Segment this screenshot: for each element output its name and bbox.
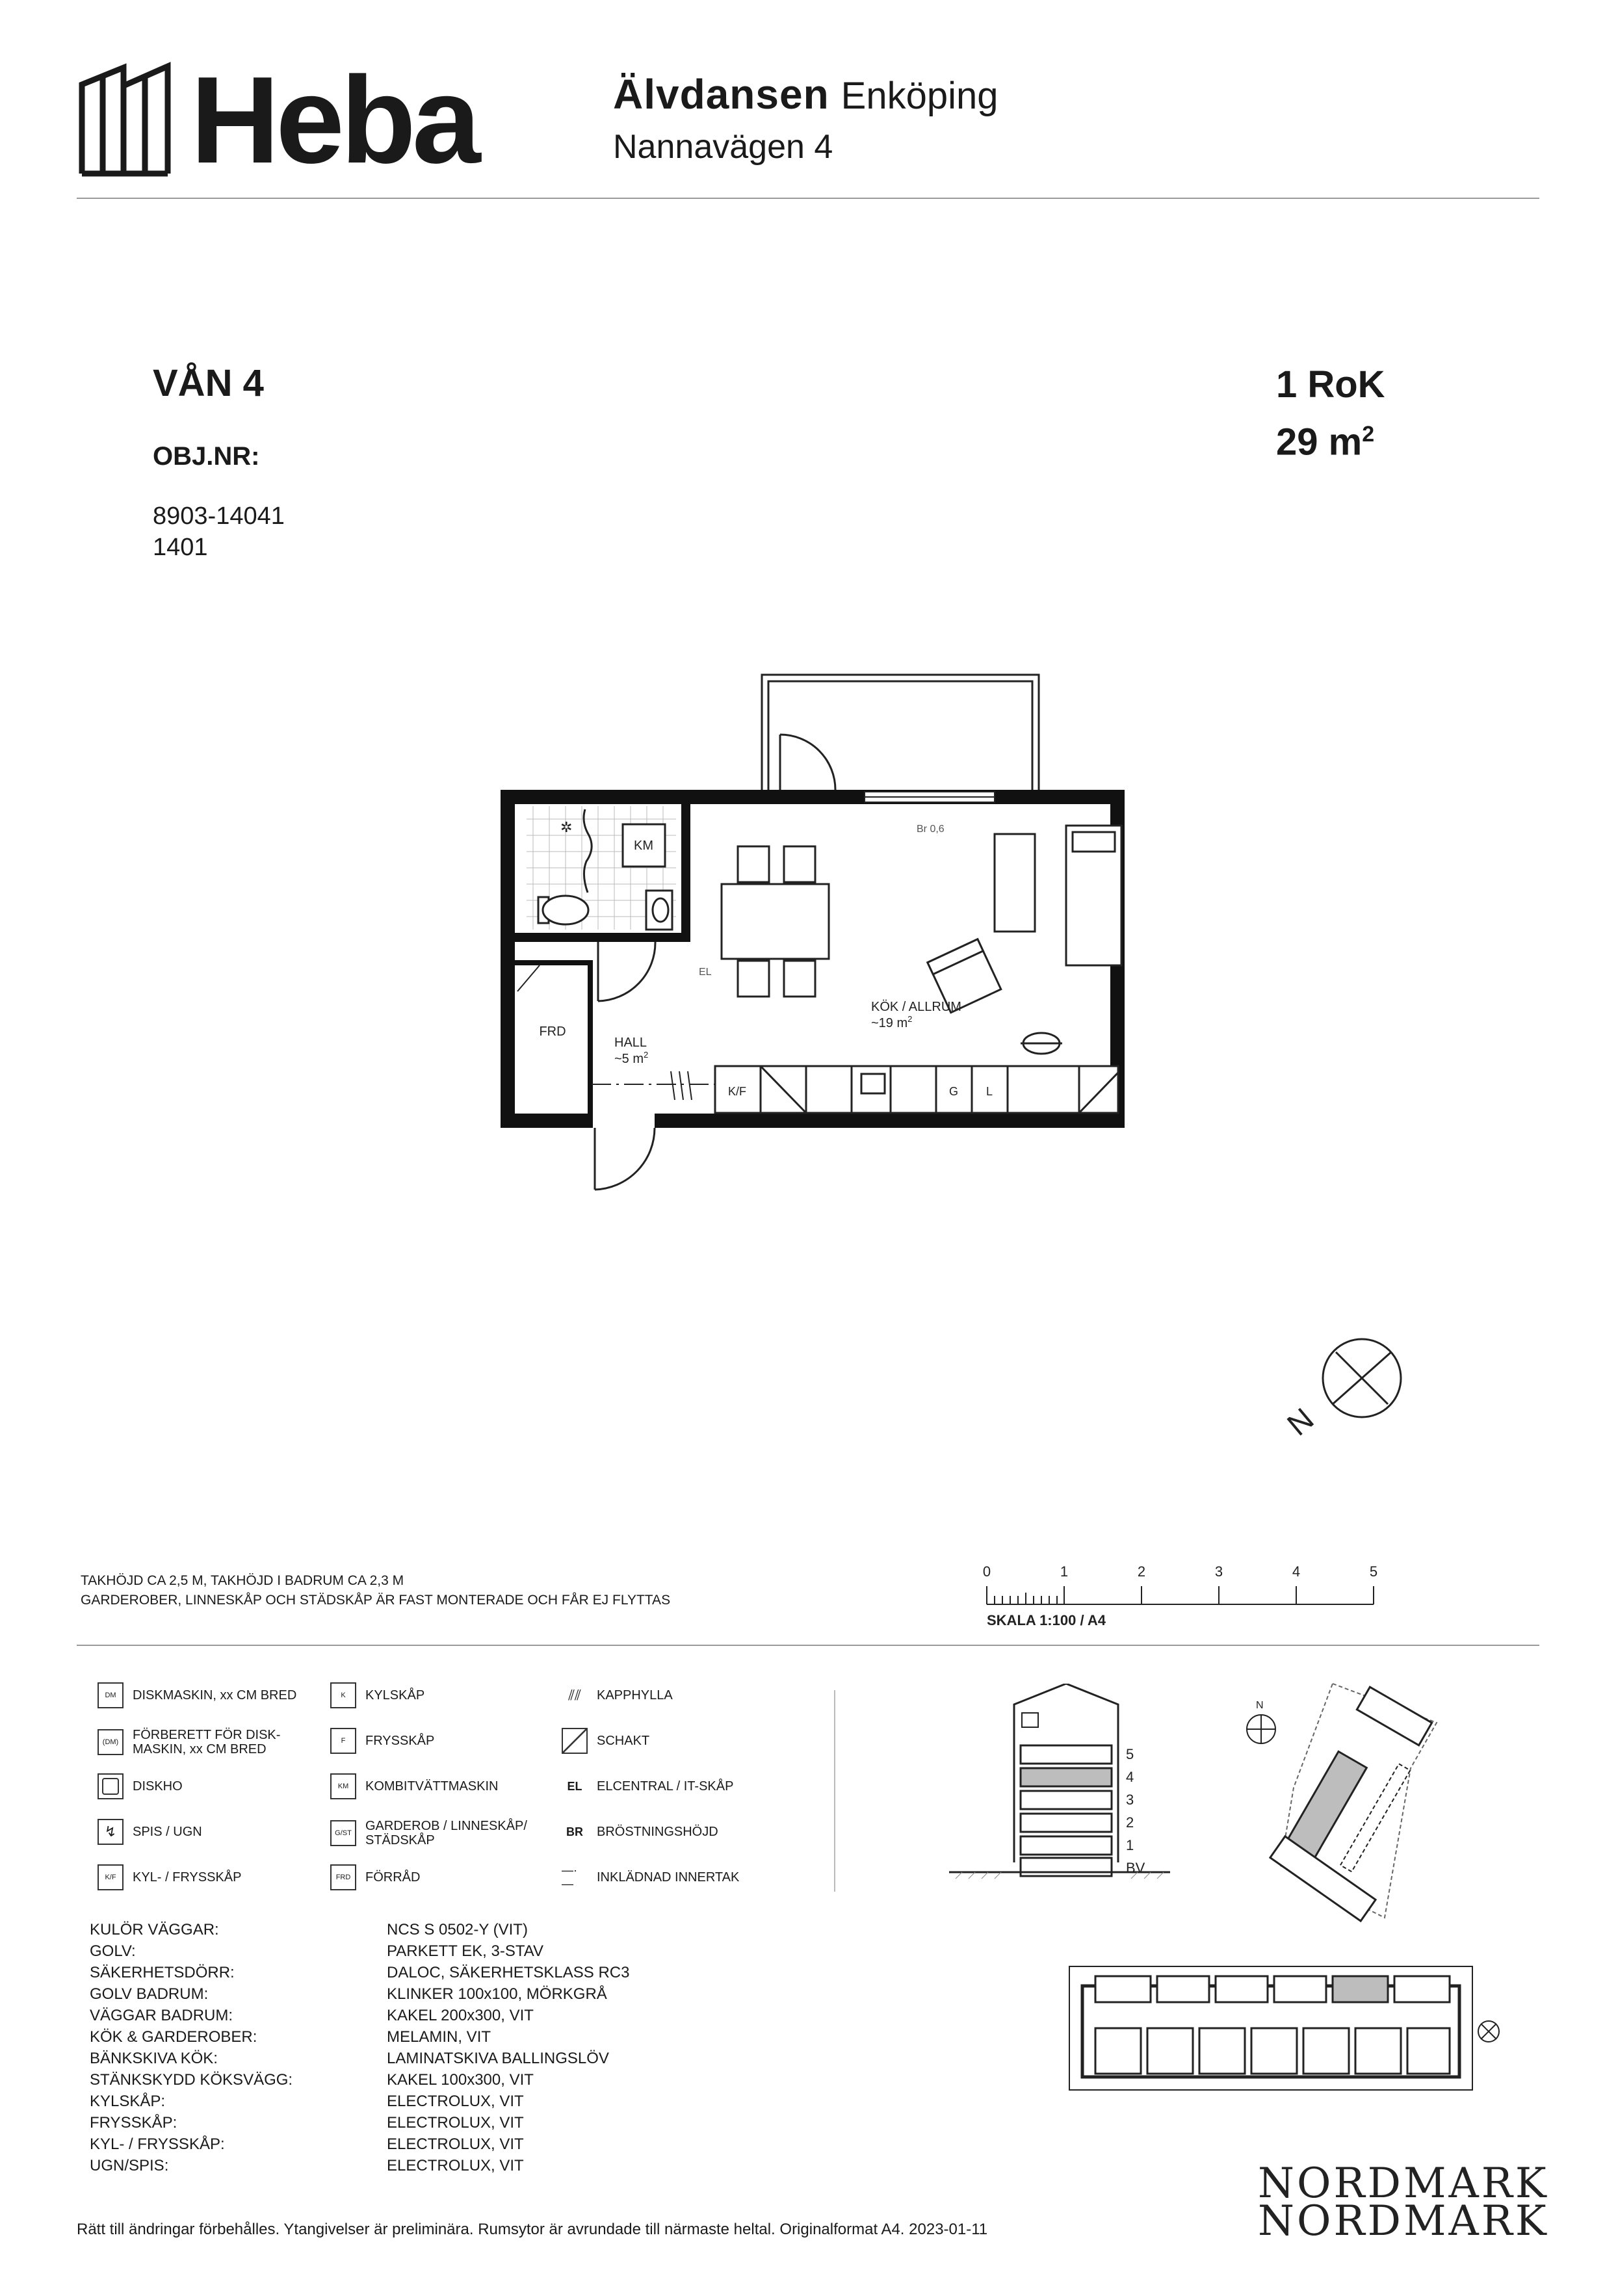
entrance-door	[595, 1128, 655, 1190]
fridge-freezer-icon: K/F	[98, 1864, 124, 1890]
freezer-icon: F	[330, 1728, 356, 1754]
legend-item: SCHAKT	[562, 1728, 649, 1754]
svg-text:3: 3	[1126, 1792, 1134, 1808]
ceiling-line-icon: —·—	[562, 1864, 577, 1890]
project-city: Enköping	[841, 75, 998, 117]
legend-item: ⫽⫽ KAPPHYLLA	[562, 1682, 673, 1708]
svg-text:3: 3	[1214, 1563, 1223, 1580]
spec-row: GOLV BADRUM: KLINKER 100x100, MÖRKGRÅ	[90, 1985, 607, 2003]
legend-item: KM KOMBITVÄTTMASKIN	[330, 1773, 498, 1799]
logo-text: Heba	[190, 51, 477, 189]
svg-text:2: 2	[1126, 1814, 1134, 1831]
legend-item: DISKHO	[98, 1773, 183, 1799]
frd-diagonal	[517, 965, 540, 991]
svg-text:BV: BV	[1126, 1860, 1145, 1876]
legend-item: DM DISKMASKIN, xx CM BRED	[98, 1682, 296, 1708]
header-divider	[77, 198, 1539, 199]
pot-icon	[1021, 1033, 1062, 1054]
site-plan	[1229, 1671, 1463, 1931]
obj-number-2: 1401	[153, 534, 208, 561]
legend-divider	[834, 1690, 835, 1892]
bathroom-door	[598, 942, 655, 1001]
shower-curtain	[584, 809, 592, 893]
dishwasher-icon: DM	[98, 1682, 124, 1708]
toilet	[538, 896, 588, 924]
legend-item: —·— INKLÄDNAD INNERTAK	[562, 1864, 740, 1890]
disclaimer: Rätt till ändringar förbehålles. Ytangivelser är preliminära. Rumsytor är avrundade till närmaste heltal. Originalformat A4. 2023-01-11	[77, 2221, 988, 2238]
frd-label: FRD	[539, 1024, 566, 1039]
legend-item: K KYLSKÅP	[330, 1682, 424, 1708]
legend-item: (DM) FÖRBERETT FÖR DISK- MASKIN, xx CM BRED	[98, 1728, 280, 1756]
el-label: EL	[699, 967, 712, 978]
bathroom-sink	[646, 891, 672, 930]
svg-text:4: 4	[1292, 1563, 1301, 1580]
sideboard	[995, 834, 1035, 932]
bed	[1066, 826, 1121, 965]
balcony	[762, 675, 1039, 792]
dishwasher-prepared-icon: (DM)	[98, 1729, 124, 1755]
legend-item: ↯ SPIS / UGN	[98, 1819, 202, 1845]
dining-table	[722, 846, 829, 997]
svg-text:5: 5	[1126, 1746, 1134, 1762]
kitchen-counter	[715, 1066, 1118, 1113]
l-label: L	[985, 1085, 993, 1098]
floor-overview	[1066, 1953, 1521, 2109]
note-1: TAKHÖJD CA 2,5 M, TAKHÖJD I BADRUM CA 2,3 M	[81, 1573, 404, 1588]
washer-dryer-icon: KM	[330, 1773, 356, 1799]
kitchen-area: ~19 $m^2$	[871, 1014, 913, 1030]
project-name: Älvdansen	[613, 71, 829, 118]
apartment-area: 29 $m^2$	[1276, 421, 1375, 463]
br-label: Br 0,6	[917, 824, 945, 835]
svg-text:2: 2	[1137, 1563, 1146, 1580]
apartment-type: 1 RoK	[1276, 363, 1385, 406]
spec-row: KULÖR VÄGGAR: NCS S 0502-Y (VIT)	[90, 1921, 528, 1938]
spec-row: VÄGGAR BADRUM: KAKEL 200x300, VIT	[90, 2007, 534, 2024]
sink-icon	[98, 1773, 124, 1799]
kitchen-label: KÖK / ALLRUM	[871, 1000, 961, 1014]
floor-plan	[501, 670, 1151, 1229]
spec-row: KYL- / FRYSSKÅP: ELECTROLUX, VIT	[90, 2135, 524, 2153]
shaft-icon	[562, 1728, 588, 1754]
spec-row: BÄNKSKIVA KÖK: LAMINATSKIVA BALLINGSLÖV	[90, 2050, 609, 2067]
floor-label: VÅN 4	[153, 362, 264, 404]
scale-label: SKALA 1:100 / A4	[987, 1612, 1106, 1628]
svg-text:0: 0	[982, 1563, 991, 1580]
note-2: GARDEROBER, LINNESKÅP OCH STÄDSKÅP ÄR FAST MONTERADE OCH FÅR EJ FLYTTAS	[81, 1593, 671, 1608]
g-label: G	[948, 1085, 959, 1098]
project-title	[613, 70, 998, 118]
window-top	[865, 792, 995, 802]
legend-item: F FRYSSKÅP	[330, 1728, 434, 1754]
spec-row: FRYSSKÅP: ELECTROLUX, VIT	[90, 2114, 524, 2132]
svg-text:1: 1	[1060, 1563, 1069, 1580]
obj-number-1: 8903-14041	[153, 502, 285, 530]
compass	[1268, 1333, 1411, 1450]
legend-item: G/ST GARDEROB / LINNESKÅP/ STÄDSKÅP	[330, 1819, 527, 1847]
coat-rack	[671, 1071, 692, 1100]
svg-text:5: 5	[1369, 1563, 1378, 1580]
scale-bar	[975, 1560, 1391, 1632]
obj-label: OBJ.NR:	[153, 442, 260, 471]
project-address: Nannavägen 4	[613, 128, 833, 166]
storage-icon: FRD	[330, 1864, 356, 1890]
notes-divider	[77, 1645, 1539, 1646]
compass-n: N	[1281, 1402, 1321, 1443]
spec-row: UGN/SPIS: ELECTROLUX, VIT	[90, 2157, 524, 2174]
spec-row: SÄKERHETSDÖRR: DALOC, SÄKERHETSKLASS RC3	[90, 1964, 630, 1981]
site-compass-n: N	[1256, 1700, 1264, 1711]
stove-icon: ↯	[98, 1819, 124, 1845]
spec-row: STÄNKSKYDD KÖKSVÄGG: KAKEL 100x300, VIT	[90, 2071, 534, 2089]
legend-item: K/F KYL- / FRYSSKÅP	[98, 1864, 241, 1890]
balcony-door	[780, 735, 835, 790]
legend-item: FRD FÖRRÅD	[330, 1864, 420, 1890]
kf-label: K/F	[727, 1085, 747, 1098]
heba-logo	[77, 51, 480, 189]
coat-rack-icon: ⫽⫽	[568, 1687, 581, 1703]
parapet-icon: BR	[566, 1825, 583, 1838]
nordmark-logo: NORDMARK NORDMARK	[1258, 2159, 1549, 2245]
legend-item: BR BRÖSTNINGSHÖJD	[562, 1819, 718, 1845]
shower-head-icon: ✲	[560, 819, 573, 835]
fridge-icon: K	[330, 1682, 356, 1708]
entrance-opening	[593, 1114, 655, 1128]
spec-row: KÖK & GARDEROBER: MELAMIN, VIT	[90, 2028, 491, 2046]
electrical-icon: EL	[567, 1779, 582, 1793]
legend-item: EL ELCENTRAL / IT-SKÅP	[562, 1773, 733, 1799]
spec-row: KYLSKÅP: ELECTROLUX, VIT	[90, 2093, 524, 2110]
wardrobe-icon: G/ST	[330, 1820, 356, 1846]
hall-label: HALL	[614, 1036, 647, 1050]
building-section	[949, 1684, 1183, 1898]
spec-row: GOLV: PARKETT EK, 3-STAV	[90, 1942, 543, 1960]
km-label: KM	[634, 839, 653, 853]
svg-text:1: 1	[1126, 1837, 1134, 1853]
svg-text:4: 4	[1126, 1769, 1134, 1785]
hall-area: ~5 $m^2$	[614, 1050, 649, 1066]
